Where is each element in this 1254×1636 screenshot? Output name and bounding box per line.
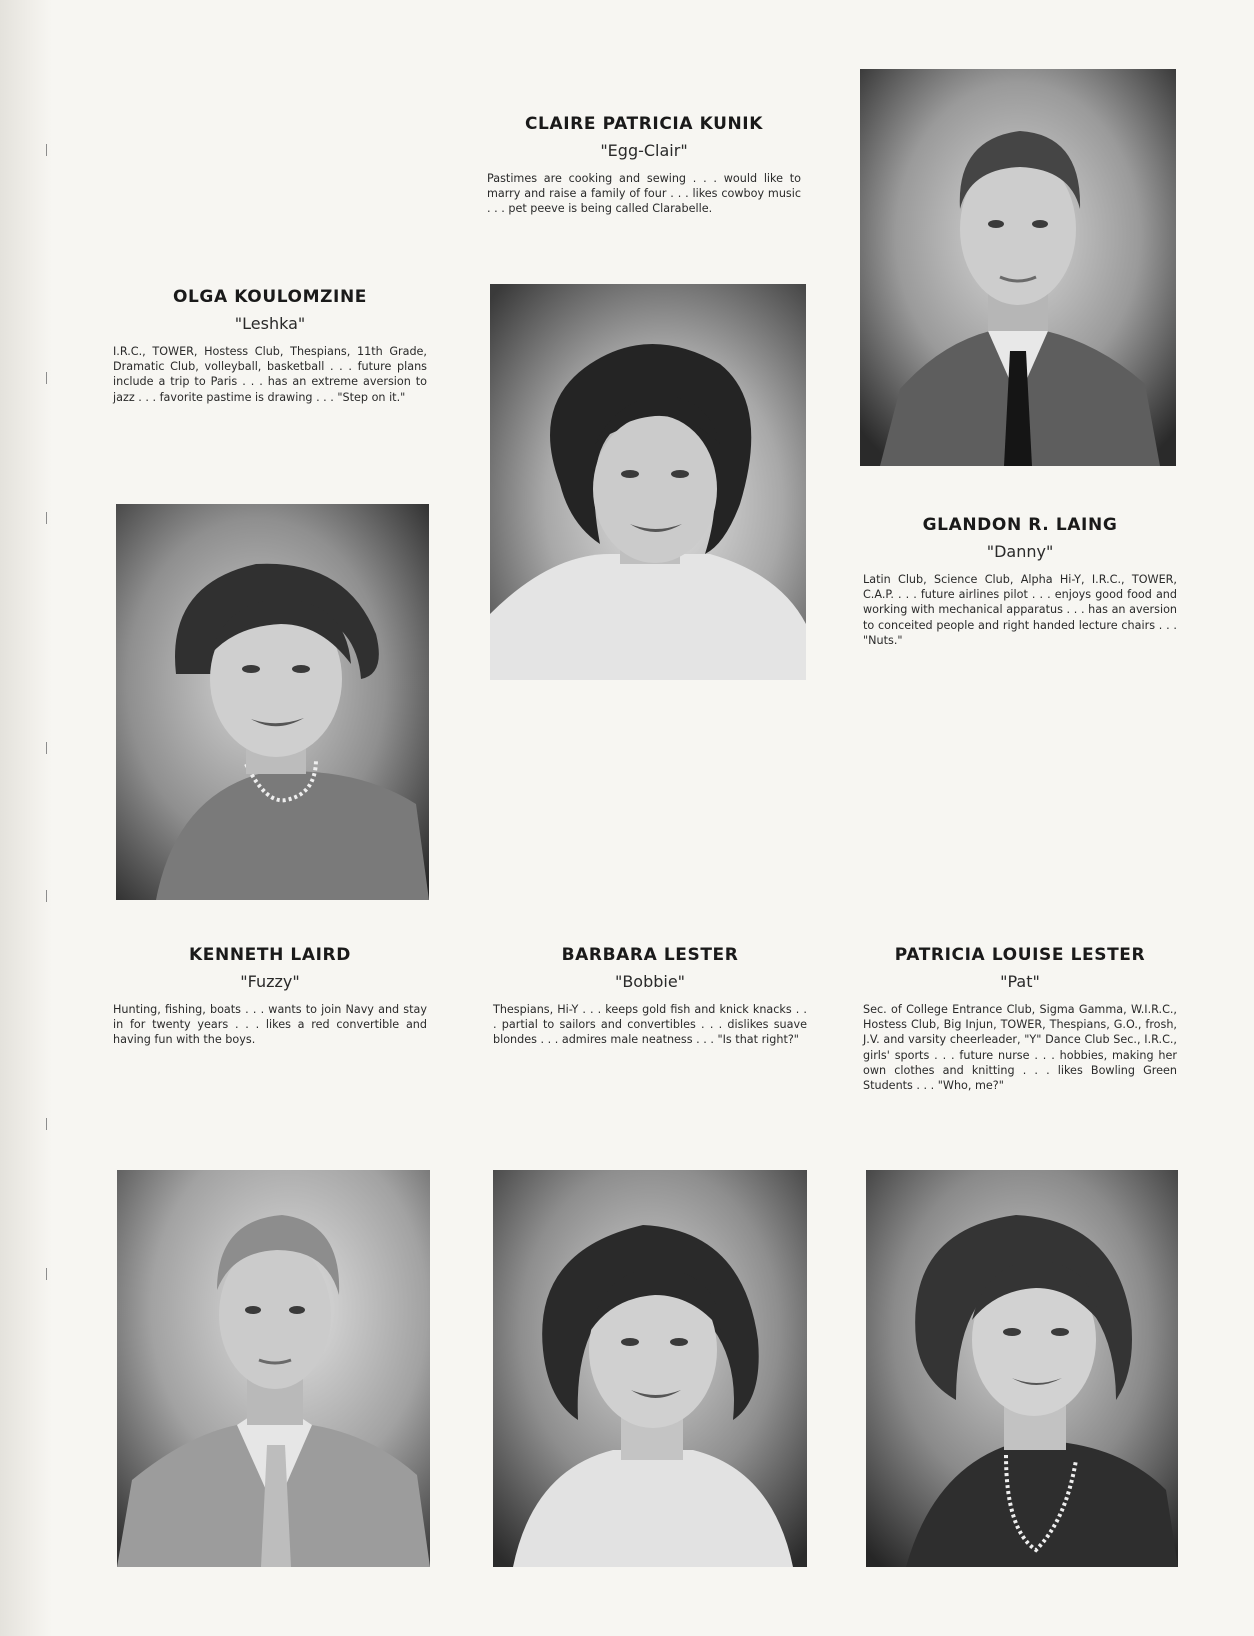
senior-nickname: "Fuzzy" xyxy=(240,972,300,991)
binding-mark xyxy=(46,1268,52,1280)
page-binding-edge xyxy=(0,0,52,1636)
senior-nickname: "Pat" xyxy=(1000,972,1040,991)
binding-mark xyxy=(46,144,52,156)
senior-bio: I.R.C., TOWER, Hostess Club, Thespians, 11th Grade, Dramatic Club, volleyball, basketball . . . future plans include a trip to Paris . . . has an extreme aversion to jazz . . . favorite pastime is drawing . . . "Step on it." xyxy=(113,345,427,404)
senior-entry-patricia-lester xyxy=(863,944,1177,1093)
senior-nickname: "Egg-Clair" xyxy=(600,141,688,160)
portrait-photo-barbara-lester xyxy=(493,1170,807,1567)
senior-name: PATRICIA LOUISE LESTER xyxy=(894,945,1146,965)
portrait-photo-glandon-laing xyxy=(860,69,1176,466)
senior-bio: Sec. of College Entrance Club, Sigma Gamma, W.I.R.C., Hostess Club, Big Injun, TOWER, Thespians, G.O., frosh, J.V. and varsity cheerleader, "Y" Dance Club Sec., I.R.C., girls' sports . . . future nurse . . . hobbies, making her own clothes and knitting . . . likes Bowling Green Students . . . "Who, me?" xyxy=(863,1003,1177,1093)
senior-entry-glandon-laing xyxy=(863,514,1177,648)
senior-nickname: "Bobbie" xyxy=(614,972,686,991)
portrait-photo-olga-koulomzine xyxy=(116,504,429,900)
binding-mark xyxy=(46,742,52,754)
senior-bio: Latin Club, Science Club, Alpha Hi-Y, I.R.C., TOWER, C.A.P. . . . future airlines pilot . . . enjoys good food and working with mechanical apparatus . . . has an aversion to conceited people and right handed lecture chairs . . . "Nuts." xyxy=(863,573,1177,647)
senior-bio: Thespians, Hi-Y . . . keeps gold fish and knick knacks . . . partial to sailors and convertibles . . . dislikes suave blondes . . . admires male neatness . . . "Is that right?" xyxy=(493,1003,807,1047)
senior-name: KENNETH LAIRD xyxy=(189,945,351,965)
binding-mark xyxy=(46,512,52,524)
senior-bio: Hunting, fishing, boats . . . wants to join Navy and stay in for twenty years . . . likes a red convertible and having fun with the boys. xyxy=(113,1003,427,1047)
binding-mark xyxy=(46,1118,52,1130)
binding-mark xyxy=(46,372,52,384)
binding-mark xyxy=(46,890,52,902)
senior-name: GLANDON R. LAING xyxy=(922,515,1118,535)
senior-entry-barbara-lester xyxy=(493,944,807,1048)
portrait-photo-patricia-lester xyxy=(866,1170,1178,1567)
senior-name: BARBARA LESTER xyxy=(561,945,739,965)
senior-nickname: "Leshka" xyxy=(234,314,306,333)
portrait-photo-kenneth-laird xyxy=(117,1170,430,1567)
senior-entry-olga-koulomzine xyxy=(113,286,427,405)
portrait-photo-claire-kunik xyxy=(490,284,806,680)
senior-entry-claire-kunik xyxy=(487,113,801,217)
senior-nickname: "Danny" xyxy=(986,542,1054,561)
senior-bio: Pastimes are cooking and sewing . . . would like to marry and raise a family of four . . . likes cowboy music . . . pet peeve is being called Clarabelle. xyxy=(487,172,801,216)
senior-name: OLGA KOULOMZINE xyxy=(172,287,368,307)
senior-entry-kenneth-laird xyxy=(113,944,427,1048)
senior-name: CLAIRE PATRICIA KUNIK xyxy=(524,114,764,134)
